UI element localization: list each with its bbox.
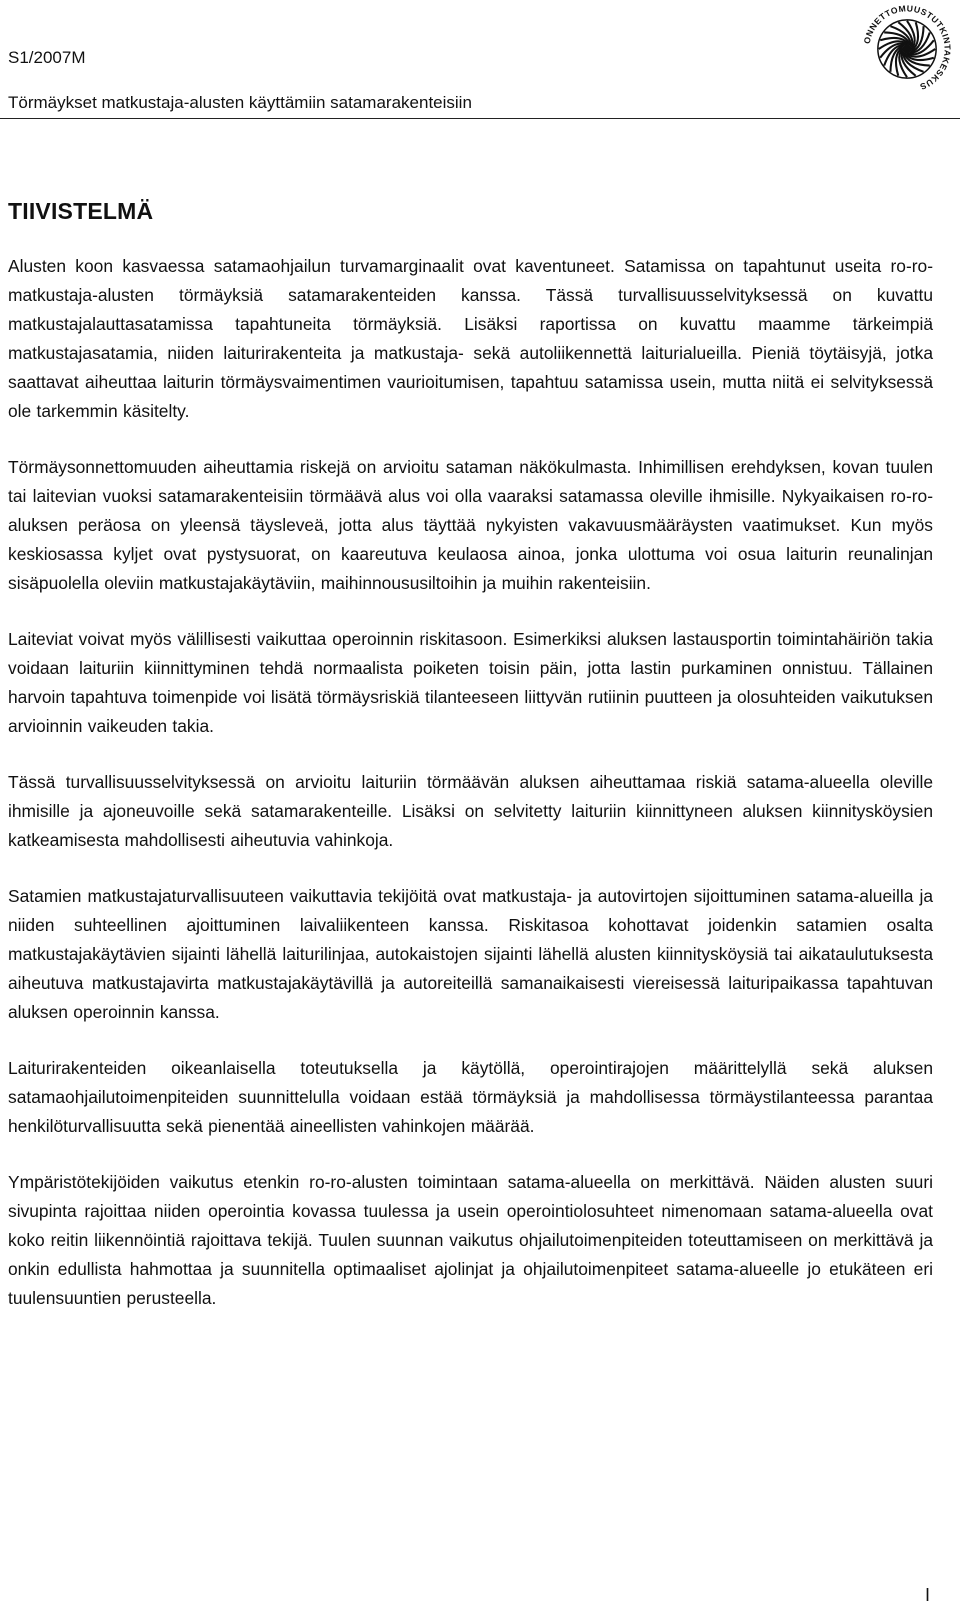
page-header — [0, 0, 960, 122]
paragraph: Satamien matkustajaturvallisuuteen vaikuttavia tekijöitä ovat matkustaja- ja autovirtojen sijoittuminen satama-alueilla ja niiden suhteellinen ajoittuminen laivaliikenteen kanssa. Riskitasoa kohottavat joidenkin satamien osalta matkustajakäytävien sijainti lähellä laiturilinjaa, autokaistojen sijainti lähellä alusten kiinnitysköysiä tai aikataulutuksesta aiheutuva matkustajavirta matkustajakäytävillä ja autoreiteillä samanaikaisesti viereisessä laituripaikassa tapahtuvan aluksen operoinnin kanssa. — [8, 886, 933, 1022]
summary-body — [8, 252, 933, 1340]
onnettomuustutkintakeskus-seal-icon — [860, 2, 954, 96]
report-id: S1/2007M — [8, 48, 86, 67]
report-title: Törmäykset matkustaja-alusten käyttämiin satamarakenteisiin — [8, 93, 472, 112]
paragraph: Tässä turvallisuusselvityksessä on arvioitu laituriin törmäävän aluksen aiheuttamaa riskiä satama-alueella oleville ihmisille ja ajoneuvoille sekä satamarakenteille. Lisäksi on selvitetty laituriin kiinnittyneen aluksen kiinnitysköysien katkeamisesta mahdollisesti aiheutuvia vahinkoja. — [8, 772, 933, 850]
paragraph: Laiturirakenteiden oikeanlaisella toteutuksella ja käytöllä, operointirajojen määrittelyllä sekä aluksen satamaohjailutoimenpiteiden suunnittelulla voidaan estää törmäyksiä ja mahdollisessa törmäystilanteessa parantaa henkilöturvallisuutta sekä pienentää aineellisten vahinkojen määrää. — [8, 1058, 933, 1136]
paragraph: Ympäristötekijöiden vaikutus etenkin ro-ro-alusten toimintaan satama-alueella on merkittävä. Näiden alusten suuri sivupinta rajoittaa niiden operointia kovassa tuulessa ja usein operointiolosuhteet nimenomaan satama-alueella ovat koko reitin liikennöintiä rajoittava tekijä. Tuulen suunnan vaikutus ohjailutoimenpiteiden toteuttamiseen on merkittävä ja onkin edullista hahmottaa ja suunnitella optimaaliset ajolinjat ja ohjailutoimenpiteet satama-alueelle jo etukäteen eri tuulensuuntien perusteella. — [8, 1172, 933, 1308]
paragraph: Alusten koon kasvaessa satamaohjailun turvamarginaalit ovat kaventuneet. Satamissa on tapahtunut useita ro-ro-matkustaja-alusten törmäyksiä satamarakenteiden kanssa. Tässä turvallisuusselvityksessä on kuvattu matkustajalauttasatamissa tapahtuneita törmäyksiä. Lisäksi raportissa on kuvattu maamme tärkeimpiä matkustajasatamia, niiden laiturirakenteita ja matkustaja- sekä autoliikennettä laiturialueilla. Pieniä töytäisyjä, jotka saattavat aiheuttaa laiturin törmäysvaimentimen vaurioitumisen, tapahtuu satamissa usein, mutta niitä ei selvityksessä ole tarkemmin käsitelty. — [8, 256, 933, 421]
header-rule — [0, 118, 960, 119]
page-number: I — [925, 1585, 931, 1605]
paragraph: Törmäysonnettomuuden aiheuttamia riskejä on arvioitu sataman näkökulmasta. Inhimillisen erehdyksen, kovan tuulen tai laitevian vuoksi satamarakenteisiin törmäävä alus voi olla vaaraksi satamassa oleville ihmisille. Nykyaikaisen ro-ro-aluksen peräosa on yleensä täysleveä, jotta alus täyttää nykyisten vakavuusmääräysten vaatimukset. Kun myös keskiosassa kyljet ovat pystysuorat, on kaareutuva keulaosa ainoa, jonka ulottuma voi osua laiturin reunalinjan sisäpuolella oleviin matkustajakäytäviin, maihinnoususiltoihin ja muihin rakenteisiin. — [8, 457, 933, 593]
section-heading: TIIVISTELMÄ — [8, 198, 154, 224]
seal-lettering: ONNETTOMUUSTUTKINTAKESKUS — [861, 3, 953, 93]
paragraph: Laiteviat voivat myös välillisesti vaikuttaa operoinnin riskitasoon. Esimerkiksi aluksen lastausportin toimintahäiriön takia voidaan laituriin kiinnittyminen tehdä normaalista poiketen toisin päin, jotta lastin purkaminen onnistuu. Tällainen harvoin tapahtuva toimenpide voi lisätä törmäysriskiä tilanteeseen liittyvän rutiinin puutteen ja olosuhteiden vaikutuksen arvioinnin vaikeuden takia. — [8, 629, 933, 736]
